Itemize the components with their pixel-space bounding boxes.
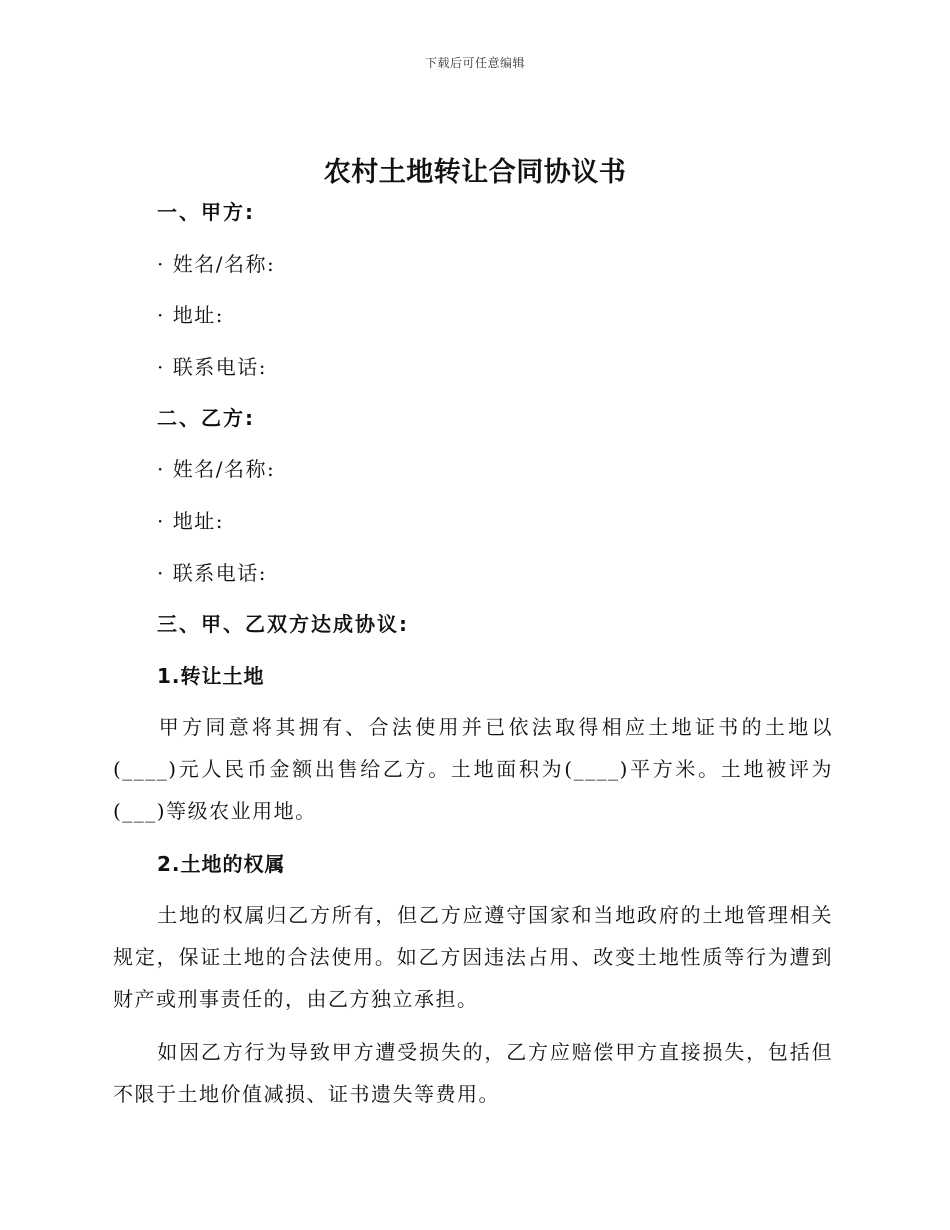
party-a-name-label: · 姓名/名称:	[157, 252, 276, 276]
clause-2-text-1: 土地的权属归乙方所有，但乙方应遵守国家和当地政府的土地管理相关规定，保证土地的合法使用。如乙方因违法占用、改变土地性质等行为遭到财产或刑事责任的，由乙方独立承担。	[113, 903, 833, 1011]
party-a-address-label: · 地址:	[157, 303, 224, 327]
party-b-name-label: · 姓名/名称:	[157, 457, 276, 481]
clause-1-paragraph	[113, 706, 833, 832]
clause-1-text: 甲方同意将其拥有、合法使用并已依法取得相应土地证书的土地以(____)元人民币金额出售给乙方。土地面积为(____)平方米。土地被评为(___)等级农业用地。	[113, 715, 833, 823]
party-b-phone-label: · 联系电话:	[157, 561, 267, 585]
header-note: 下载后可任意编辑	[424, 56, 525, 70]
clause-2-paragraph-2	[113, 1031, 833, 1115]
clause-2-paragraph-1	[113, 894, 833, 1020]
clause-1-title: 1.转让土地	[157, 664, 265, 688]
clause-2-title: 2.土地的权属	[157, 852, 286, 876]
document-title: 农村土地转让合同协议书	[323, 157, 627, 188]
agreement-heading: 三、甲、乙双方达成协议:	[157, 612, 409, 636]
party-b-heading: 二、乙方:	[157, 406, 255, 430]
party-a-heading: 一、甲方:	[157, 200, 255, 224]
party-a-phone-label: · 联系电话:	[157, 355, 267, 379]
clause-2-text-2: 如因乙方行为导致甲方遭受损失的，乙方应赔偿甲方直接损失，包括但不限于土地价值减损、证书遗失等费用。	[113, 1040, 833, 1106]
party-b-address-label: · 地址:	[157, 509, 224, 533]
